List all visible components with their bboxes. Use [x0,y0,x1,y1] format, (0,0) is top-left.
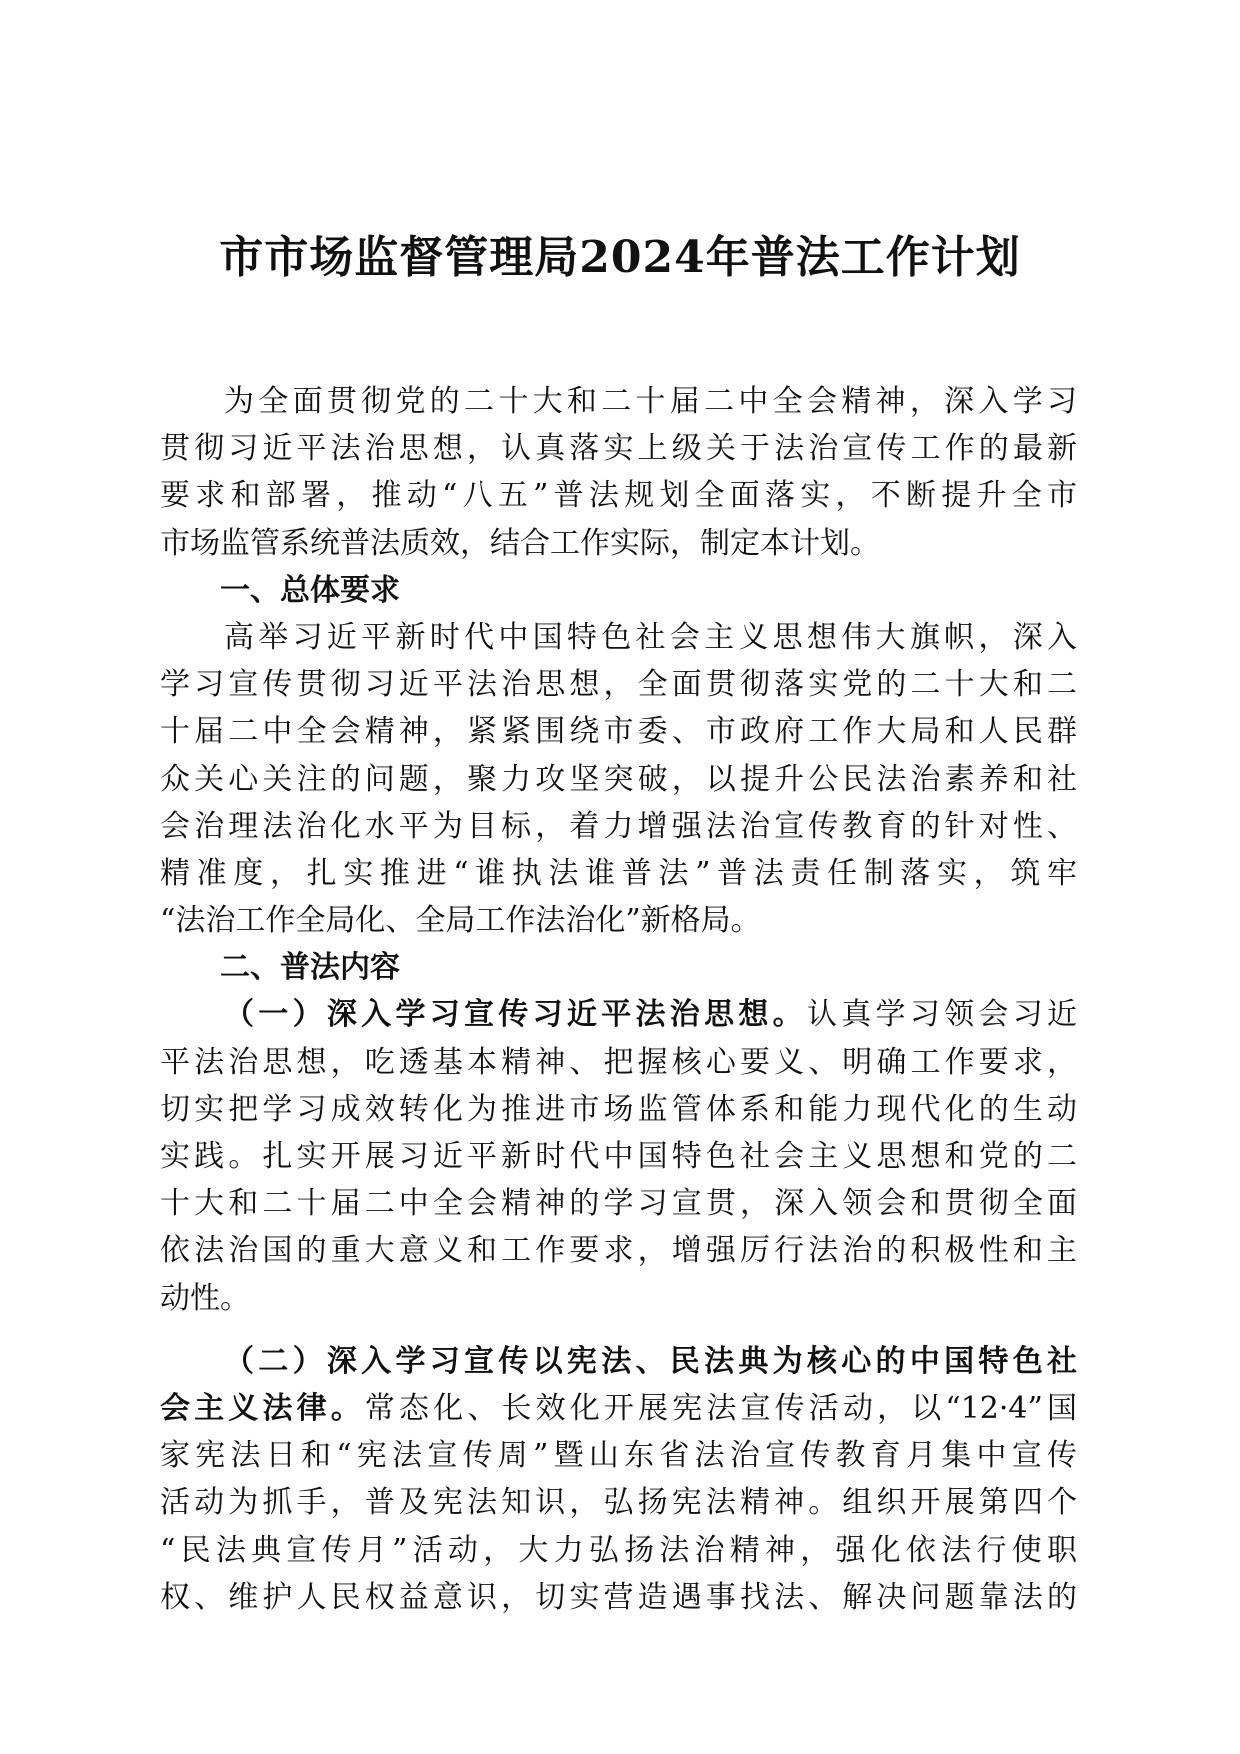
paragraph-line: 十届二中全会精神，紧紧围绕市委、市政府工作大局和人民群 [160,714,1077,750]
intro-paragraph [160,378,1077,567]
paragraph-line: “民法典宣传月”活动，大力弘扬法治精神，强化依法行使职 [160,1532,1077,1568]
paragraph-line: 动性。 [160,1280,250,1316]
section1-paragraph [160,614,1077,944]
item-lead: 会主义法律。 [160,1390,365,1426]
section2-item1-paragraph [160,991,1077,1321]
document-title: 市市场监督管理局2024年普法工作计划 [219,232,1021,283]
section-heading-overall-requirements: 一、总体要求 [220,572,400,608]
paragraph-line: 十大和二十届二中全会精神的学习宣贯，深入领会和贯彻全面 [160,1186,1077,1222]
section2-item2-paragraph [160,1338,1077,1621]
paragraph-line: 高举习近平新时代中国特色社会主义思想伟大旗帜，深入 [224,619,1077,655]
paragraph-line: 活动为抓手，普及宪法知识，弘扬宪法精神。组织开展第四个 [160,1485,1077,1521]
item-text: 常态化、长效化开展宪法宣传活动，以“12·4”国 [364,1390,1077,1426]
paragraph-line [160,1385,1077,1432]
paragraph-line: 贯彻习近平法治思想，认真落实上级关于法治宣传工作的最新 [160,431,1077,467]
document-body [160,378,1077,1621]
paragraph-line [160,991,1077,1038]
paragraph-line: （二）深入学习宣传以宪法、民法典为核心的中国特色社 [224,1343,1077,1379]
paragraph-line: 实践。扎实开展习近平新时代中国特色社会主义思想和党的二 [160,1139,1077,1174]
paragraph-line: 要求和部署，推动“八五”普法规划全面落实，不断提升全市 [160,478,1077,514]
paragraph-gap [160,1322,1077,1338]
paragraph-line: 学习宣传贯彻习近平法治思想，全面贯彻落实党的二十大和二 [160,667,1077,703]
paragraph-line: 权、维护人民权益意识，切实营造遇事找法、解决问题靠法的 [160,1579,1077,1615]
item-text: 认真学习领会习近 [806,997,1078,1033]
paragraph-line: 会治理法治化水平为目标，着力增强法治宣传教育的针对性、 [160,808,1077,844]
paragraph-line: “法治工作全局化、全局工作法治化”新格局。 [160,903,761,939]
section-heading-content: 二、普法内容 [220,950,400,986]
paragraph-line: 家宪法日和“宪法宣传周”暨山东省法治宣传教育月集中宣传 [160,1438,1077,1474]
paragraph-line: 精准度，扎实推进“谁执法谁普法”普法责任制落实，筑牢 [160,855,1077,891]
paragraph-line: 众关心关注的问题，聚力攻坚突破，以提升公民法治素养和社 [160,761,1077,797]
paragraph-line: 依法治国的重大意义和工作要求，增强厉行法治的积极性和主 [160,1233,1077,1269]
paragraph-line: 市场监管系统普法质效，结合工作实际，制定本计划。 [160,525,880,561]
paragraph-line: 切实把学习成效转化为推进市场监管体系和能力现代化的生动 [160,1091,1077,1127]
paragraph-line: 平法治思想，吃透基本精神、把握核心要义、明确工作要求， [160,1044,1077,1080]
item-lead: （一）深入学习宣传习近平法治思想。 [224,997,807,1033]
paragraph-line: 为全面贯彻党的二十大和二十届二中全会精神，深入学习 [224,384,1077,419]
